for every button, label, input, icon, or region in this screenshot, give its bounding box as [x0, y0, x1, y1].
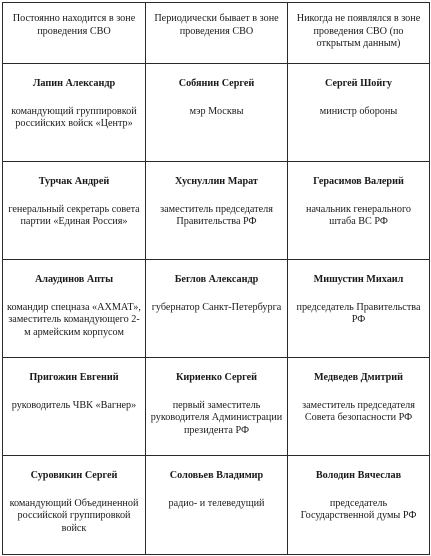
- person-role: мэр Москвы: [189, 105, 244, 117]
- person-role: председатель Правительства РФ: [296, 301, 421, 326]
- column-header-never: Никогда не появлялся в зоне проведения СВО (по открытым данным): [288, 3, 430, 64]
- column-header-periodic: Периодически бывает в зоне проведения СВО: [146, 3, 288, 64]
- table-cell: [288, 260, 430, 358]
- table-cell: [146, 358, 288, 456]
- comparison-table: [2, 2, 430, 555]
- person-role: командир спецназа «АХМАТ», заместитель командующего 2-м армейским корпусом: [7, 301, 141, 338]
- person-name: Пригожин Евгений: [29, 372, 119, 383]
- table-cell: [146, 260, 288, 358]
- table-cell: [288, 358, 430, 456]
- table-row: [3, 456, 430, 555]
- table-header-row: [3, 3, 430, 64]
- column-header-permanent: Постоянно находится в зоне проведения СВО: [3, 3, 146, 64]
- person-name: Володин Вячеслав: [315, 470, 402, 481]
- table-cell: [3, 456, 146, 555]
- table-cell: [3, 64, 146, 162]
- person-name: Турчак Андрей: [38, 176, 110, 187]
- person-name: Герасимов Валерий: [313, 176, 404, 187]
- table-cell: [146, 456, 288, 555]
- person-name: Медведев Дмитрий: [314, 372, 403, 383]
- person-role: руководитель ЧВК «Вагнер»: [11, 399, 137, 411]
- person-role: командующий группировкой российских войск «Центр»: [11, 105, 137, 130]
- person-role: командующий Объединенной российской группировкой войск: [9, 497, 139, 534]
- person-name: Собянин Сергей: [178, 78, 255, 89]
- person-name: Соловьев Владимир: [169, 470, 264, 481]
- comparison-table-container: [2, 2, 429, 554]
- person-name: Суровикин Сергей: [30, 470, 118, 481]
- person-role: генеральный секретарь совета партии «Единая Россия»: [8, 203, 140, 228]
- table-row: [3, 260, 430, 358]
- person-name: Лапин Александр: [32, 78, 116, 89]
- table-cell: [288, 64, 430, 162]
- person-name: Алаудинов Апты: [34, 274, 114, 285]
- person-role: министр обороны: [319, 105, 398, 117]
- table-cell: [3, 260, 146, 358]
- person-role: начальник генерального штаба ВС РФ: [306, 203, 411, 228]
- person-role: радио- и телеведущий: [168, 497, 265, 509]
- table-cell: [146, 64, 288, 162]
- person-name: Кириенко Сергей: [175, 372, 258, 383]
- person-role: заместитель председателя Совета безопасности РФ: [302, 399, 415, 424]
- person-role: первый заместитель руководителя Администрации президента РФ: [150, 399, 283, 436]
- table-cell: [3, 162, 146, 260]
- table-cell: [3, 358, 146, 456]
- person-name: Беглов Александр: [174, 274, 259, 285]
- person-name: Хуснуллин Марат: [175, 176, 258, 187]
- person-role: губернатор Санкт-Петербурга: [151, 301, 282, 313]
- person-name: Сергей Шойгу: [325, 78, 392, 89]
- table-row: [3, 64, 430, 162]
- table-cell: [146, 162, 288, 260]
- table-cell: [288, 456, 430, 555]
- table-row: [3, 358, 430, 456]
- table-cell: [288, 162, 430, 260]
- person-role: заместитель председателя Правительства РФ: [160, 203, 273, 228]
- person-role: председатель Государственной думы РФ: [300, 497, 417, 522]
- person-name: Мишустин Михаил: [313, 274, 404, 285]
- table-row: [3, 162, 430, 260]
